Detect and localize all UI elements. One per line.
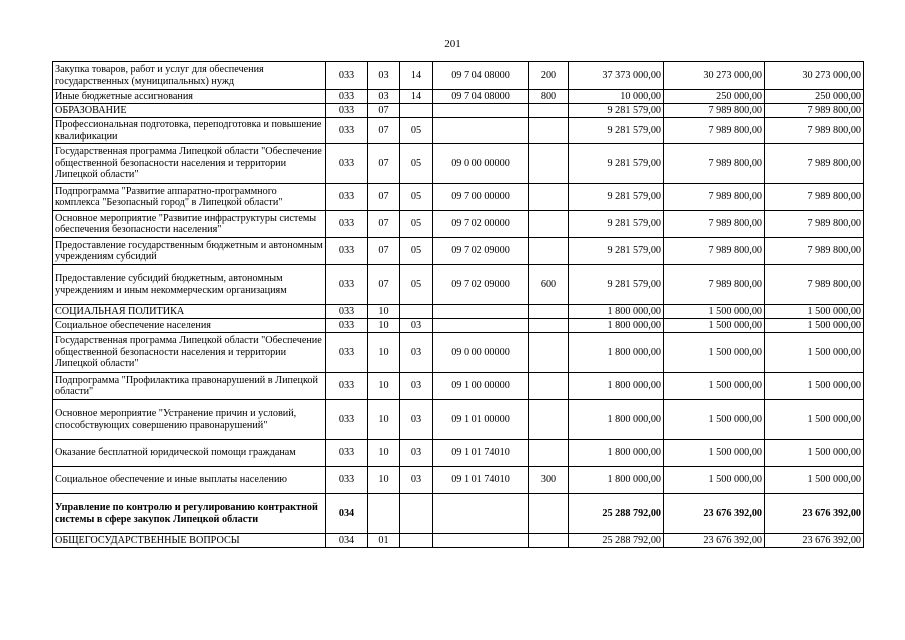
cell-section: 07 [368, 238, 400, 265]
cell-name: Основное мероприятие "Устранение причин и условий, способствующих совершению правонарушений" [53, 400, 326, 440]
cell-target-article: 09 7 02 09000 [433, 265, 529, 305]
cell-name: Подпрограмма "Профилактика правонарушений в Липецкой области" [53, 373, 326, 400]
cell-amount-year-2: 30 273 000,00 [664, 62, 765, 90]
cell-subsection: 05 [400, 118, 433, 144]
cell-department-code: 033 [326, 400, 368, 440]
cell-department-code: 033 [326, 62, 368, 90]
cell-subsection: 05 [400, 144, 433, 184]
cell-name: Государственная программа Липецкой области "Обеспечение общественной безопасности населения и территории Липецкой области" [53, 144, 326, 184]
cell-target-article: 09 1 01 74010 [433, 440, 529, 467]
cell-amount-year-2: 7 989 800,00 [664, 118, 765, 144]
cell-amount-year-3: 30 273 000,00 [765, 62, 864, 90]
table-row [53, 104, 864, 118]
cell-target-article: 09 1 00 00000 [433, 373, 529, 400]
table-row [53, 400, 864, 440]
cell-amount-year-1: 25 288 792,00 [569, 534, 664, 548]
cell-department-code: 033 [326, 440, 368, 467]
cell-target-article [433, 494, 529, 534]
cell-target-article: 09 1 01 00000 [433, 400, 529, 440]
cell-amount-year-1: 1 800 000,00 [569, 400, 664, 440]
cell-amount-year-2: 1 500 000,00 [664, 333, 765, 373]
cell-target-article: 09 7 02 00000 [433, 211, 529, 238]
cell-department-code: 033 [326, 238, 368, 265]
cell-section: 10 [368, 305, 400, 319]
cell-subsection: 05 [400, 184, 433, 211]
cell-amount-year-3: 7 989 800,00 [765, 104, 864, 118]
cell-expense-type: 300 [529, 467, 569, 494]
cell-name: Предоставление государственным бюджетным и автономным учреждениям субсидий [53, 238, 326, 265]
cell-amount-year-3: 7 989 800,00 [765, 211, 864, 238]
cell-amount-year-3: 7 989 800,00 [765, 265, 864, 305]
cell-subsection: 03 [400, 319, 433, 333]
cell-amount-year-1: 10 000,00 [569, 90, 664, 104]
cell-name: Иные бюджетные ассигнования [53, 90, 326, 104]
budget-table [52, 61, 864, 548]
cell-amount-year-1: 1 800 000,00 [569, 373, 664, 400]
cell-amount-year-1: 9 281 579,00 [569, 104, 664, 118]
cell-target-article: 09 1 01 74010 [433, 467, 529, 494]
cell-expense-type [529, 319, 569, 333]
cell-amount-year-3: 1 500 000,00 [765, 319, 864, 333]
cell-department-code: 033 [326, 144, 368, 184]
cell-name: Предоставление субсидий бюджетным, автономным учреждениям и иным некоммерческим организациям [53, 265, 326, 305]
cell-amount-year-2: 1 500 000,00 [664, 467, 765, 494]
table-row [53, 467, 864, 494]
cell-section: 07 [368, 118, 400, 144]
table-row [53, 440, 864, 467]
cell-section: 07 [368, 144, 400, 184]
cell-amount-year-3: 1 500 000,00 [765, 373, 864, 400]
cell-expense-type [529, 305, 569, 319]
cell-subsection: 05 [400, 211, 433, 238]
cell-subsection: 05 [400, 265, 433, 305]
cell-name: Профессиональная подготовка, переподготовка и повышение квалификации [53, 118, 326, 144]
table-row [53, 534, 864, 548]
cell-expense-type: 200 [529, 62, 569, 90]
cell-department-code: 033 [326, 184, 368, 211]
table-row [53, 265, 864, 305]
table-row [53, 319, 864, 333]
cell-section: 10 [368, 400, 400, 440]
cell-amount-year-2: 7 989 800,00 [664, 238, 765, 265]
cell-amount-year-3: 1 500 000,00 [765, 305, 864, 319]
cell-subsection: 03 [400, 333, 433, 373]
cell-subsection [400, 305, 433, 319]
cell-subsection [400, 494, 433, 534]
cell-section: 10 [368, 467, 400, 494]
cell-name: Оказание бесплатной юридической помощи гражданам [53, 440, 326, 467]
cell-expense-type [529, 333, 569, 373]
cell-target-article: 09 7 02 09000 [433, 238, 529, 265]
cell-name: Государственная программа Липецкой области "Обеспечение общественной безопасности населения и территории Липецкой области" [53, 333, 326, 373]
cell-department-code: 033 [326, 373, 368, 400]
cell-department-code: 033 [326, 319, 368, 333]
cell-amount-year-1: 37 373 000,00 [569, 62, 664, 90]
cell-section: 03 [368, 90, 400, 104]
cell-target-article [433, 118, 529, 144]
cell-section: 07 [368, 104, 400, 118]
table-row [53, 238, 864, 265]
cell-amount-year-2: 1 500 000,00 [664, 305, 765, 319]
cell-name: ОБРАЗОВАНИЕ [53, 104, 326, 118]
cell-section: 10 [368, 333, 400, 373]
cell-subsection [400, 104, 433, 118]
cell-department-code: 033 [326, 118, 368, 144]
cell-department-code: 033 [326, 90, 368, 104]
cell-amount-year-3: 1 500 000,00 [765, 467, 864, 494]
cell-department-code: 033 [326, 211, 368, 238]
cell-amount-year-2: 7 989 800,00 [664, 184, 765, 211]
cell-expense-type [529, 238, 569, 265]
cell-amount-year-3: 7 989 800,00 [765, 238, 864, 265]
cell-amount-year-2: 250 000,00 [664, 90, 765, 104]
cell-department-code: 033 [326, 265, 368, 305]
cell-expense-type: 800 [529, 90, 569, 104]
table-row [53, 373, 864, 400]
cell-amount-year-3: 7 989 800,00 [765, 184, 864, 211]
cell-amount-year-3: 7 989 800,00 [765, 118, 864, 144]
table-row [53, 184, 864, 211]
cell-subsection: 03 [400, 440, 433, 467]
cell-section: 07 [368, 265, 400, 305]
cell-target-article: 09 7 00 00000 [433, 184, 529, 211]
cell-target-article: 09 0 00 00000 [433, 144, 529, 184]
cell-department-code: 033 [326, 305, 368, 319]
cell-amount-year-2: 1 500 000,00 [664, 373, 765, 400]
cell-expense-type [529, 184, 569, 211]
budget-table-body [53, 62, 864, 548]
cell-expense-type [529, 144, 569, 184]
cell-expense-type [529, 494, 569, 534]
table-row [53, 333, 864, 373]
cell-amount-year-3: 23 676 392,00 [765, 494, 864, 534]
cell-name: СОЦИАЛЬНАЯ ПОЛИТИКА [53, 305, 326, 319]
table-row [53, 90, 864, 104]
table-row [53, 211, 864, 238]
cell-amount-year-1: 1 800 000,00 [569, 467, 664, 494]
cell-expense-type [529, 440, 569, 467]
cell-amount-year-2: 23 676 392,00 [664, 494, 765, 534]
cell-target-article: 09 7 04 08000 [433, 90, 529, 104]
cell-name: Управление по контролю и регулированию контрактной системы в сфере закупок Липецкой области [53, 494, 326, 534]
cell-expense-type: 600 [529, 265, 569, 305]
cell-subsection: 03 [400, 400, 433, 440]
cell-amount-year-3: 7 989 800,00 [765, 144, 864, 184]
cell-subsection: 14 [400, 62, 433, 90]
cell-subsection: 03 [400, 467, 433, 494]
cell-name: Подпрограмма "Развитие аппаратно-программного комплекса "Безопасный город" в Липецкой области" [53, 184, 326, 211]
cell-department-code: 033 [326, 104, 368, 118]
cell-department-code: 034 [326, 494, 368, 534]
cell-subsection [400, 534, 433, 548]
cell-section: 10 [368, 373, 400, 400]
cell-subsection: 14 [400, 90, 433, 104]
table-row [53, 118, 864, 144]
cell-name: ОБЩЕГОСУДАРСТВЕННЫЕ ВОПРОСЫ [53, 534, 326, 548]
cell-amount-year-2: 7 989 800,00 [664, 211, 765, 238]
table-row [53, 305, 864, 319]
cell-amount-year-1: 9 281 579,00 [569, 184, 664, 211]
cell-subsection: 05 [400, 238, 433, 265]
cell-department-code: 033 [326, 467, 368, 494]
table-row [53, 144, 864, 184]
cell-amount-year-1: 1 800 000,00 [569, 305, 664, 319]
cell-section: 01 [368, 534, 400, 548]
cell-expense-type [529, 104, 569, 118]
cell-amount-year-2: 23 676 392,00 [664, 534, 765, 548]
cell-amount-year-3: 1 500 000,00 [765, 440, 864, 467]
cell-expense-type [529, 373, 569, 400]
table-row [53, 62, 864, 90]
cell-amount-year-2: 1 500 000,00 [664, 440, 765, 467]
cell-amount-year-3: 1 500 000,00 [765, 400, 864, 440]
page-number: 201 [444, 38, 461, 50]
cell-section: 10 [368, 440, 400, 467]
cell-target-article: 09 7 04 08000 [433, 62, 529, 90]
cell-department-code: 034 [326, 534, 368, 548]
table-row [53, 494, 864, 534]
cell-amount-year-1: 9 281 579,00 [569, 238, 664, 265]
cell-expense-type [529, 118, 569, 144]
cell-amount-year-1: 1 800 000,00 [569, 440, 664, 467]
cell-amount-year-1: 9 281 579,00 [569, 211, 664, 238]
cell-expense-type [529, 211, 569, 238]
cell-amount-year-2: 7 989 800,00 [664, 104, 765, 118]
cell-section [368, 494, 400, 534]
cell-amount-year-2: 1 500 000,00 [664, 319, 765, 333]
cell-amount-year-1: 1 800 000,00 [569, 319, 664, 333]
cell-amount-year-3: 1 500 000,00 [765, 333, 864, 373]
cell-amount-year-1: 1 800 000,00 [569, 333, 664, 373]
cell-amount-year-2: 7 989 800,00 [664, 144, 765, 184]
cell-amount-year-1: 9 281 579,00 [569, 144, 664, 184]
cell-target-article: 09 0 00 00000 [433, 333, 529, 373]
cell-section: 07 [368, 184, 400, 211]
cell-amount-year-2: 7 989 800,00 [664, 265, 765, 305]
cell-name: Закупка товаров, работ и услуг для обеспечения государственных (муниципальных) нужд [53, 62, 326, 90]
cell-target-article [433, 534, 529, 548]
cell-target-article [433, 319, 529, 333]
cell-name: Основное мероприятие "Развитие инфраструктуры системы обеспечения безопасности населения" [53, 211, 326, 238]
cell-subsection: 03 [400, 373, 433, 400]
cell-amount-year-3: 250 000,00 [765, 90, 864, 104]
cell-department-code: 033 [326, 333, 368, 373]
cell-target-article [433, 305, 529, 319]
cell-section: 10 [368, 319, 400, 333]
cell-name: Социальное обеспечение населения [53, 319, 326, 333]
cell-name: Социальное обеспечение и иные выплаты населению [53, 467, 326, 494]
cell-amount-year-2: 1 500 000,00 [664, 400, 765, 440]
cell-amount-year-1: 9 281 579,00 [569, 118, 664, 144]
cell-expense-type [529, 534, 569, 548]
cell-target-article [433, 104, 529, 118]
cell-expense-type [529, 400, 569, 440]
cell-amount-year-3: 23 676 392,00 [765, 534, 864, 548]
cell-amount-year-1: 25 288 792,00 [569, 494, 664, 534]
cell-section: 07 [368, 211, 400, 238]
cell-section: 03 [368, 62, 400, 90]
cell-amount-year-1: 9 281 579,00 [569, 265, 664, 305]
